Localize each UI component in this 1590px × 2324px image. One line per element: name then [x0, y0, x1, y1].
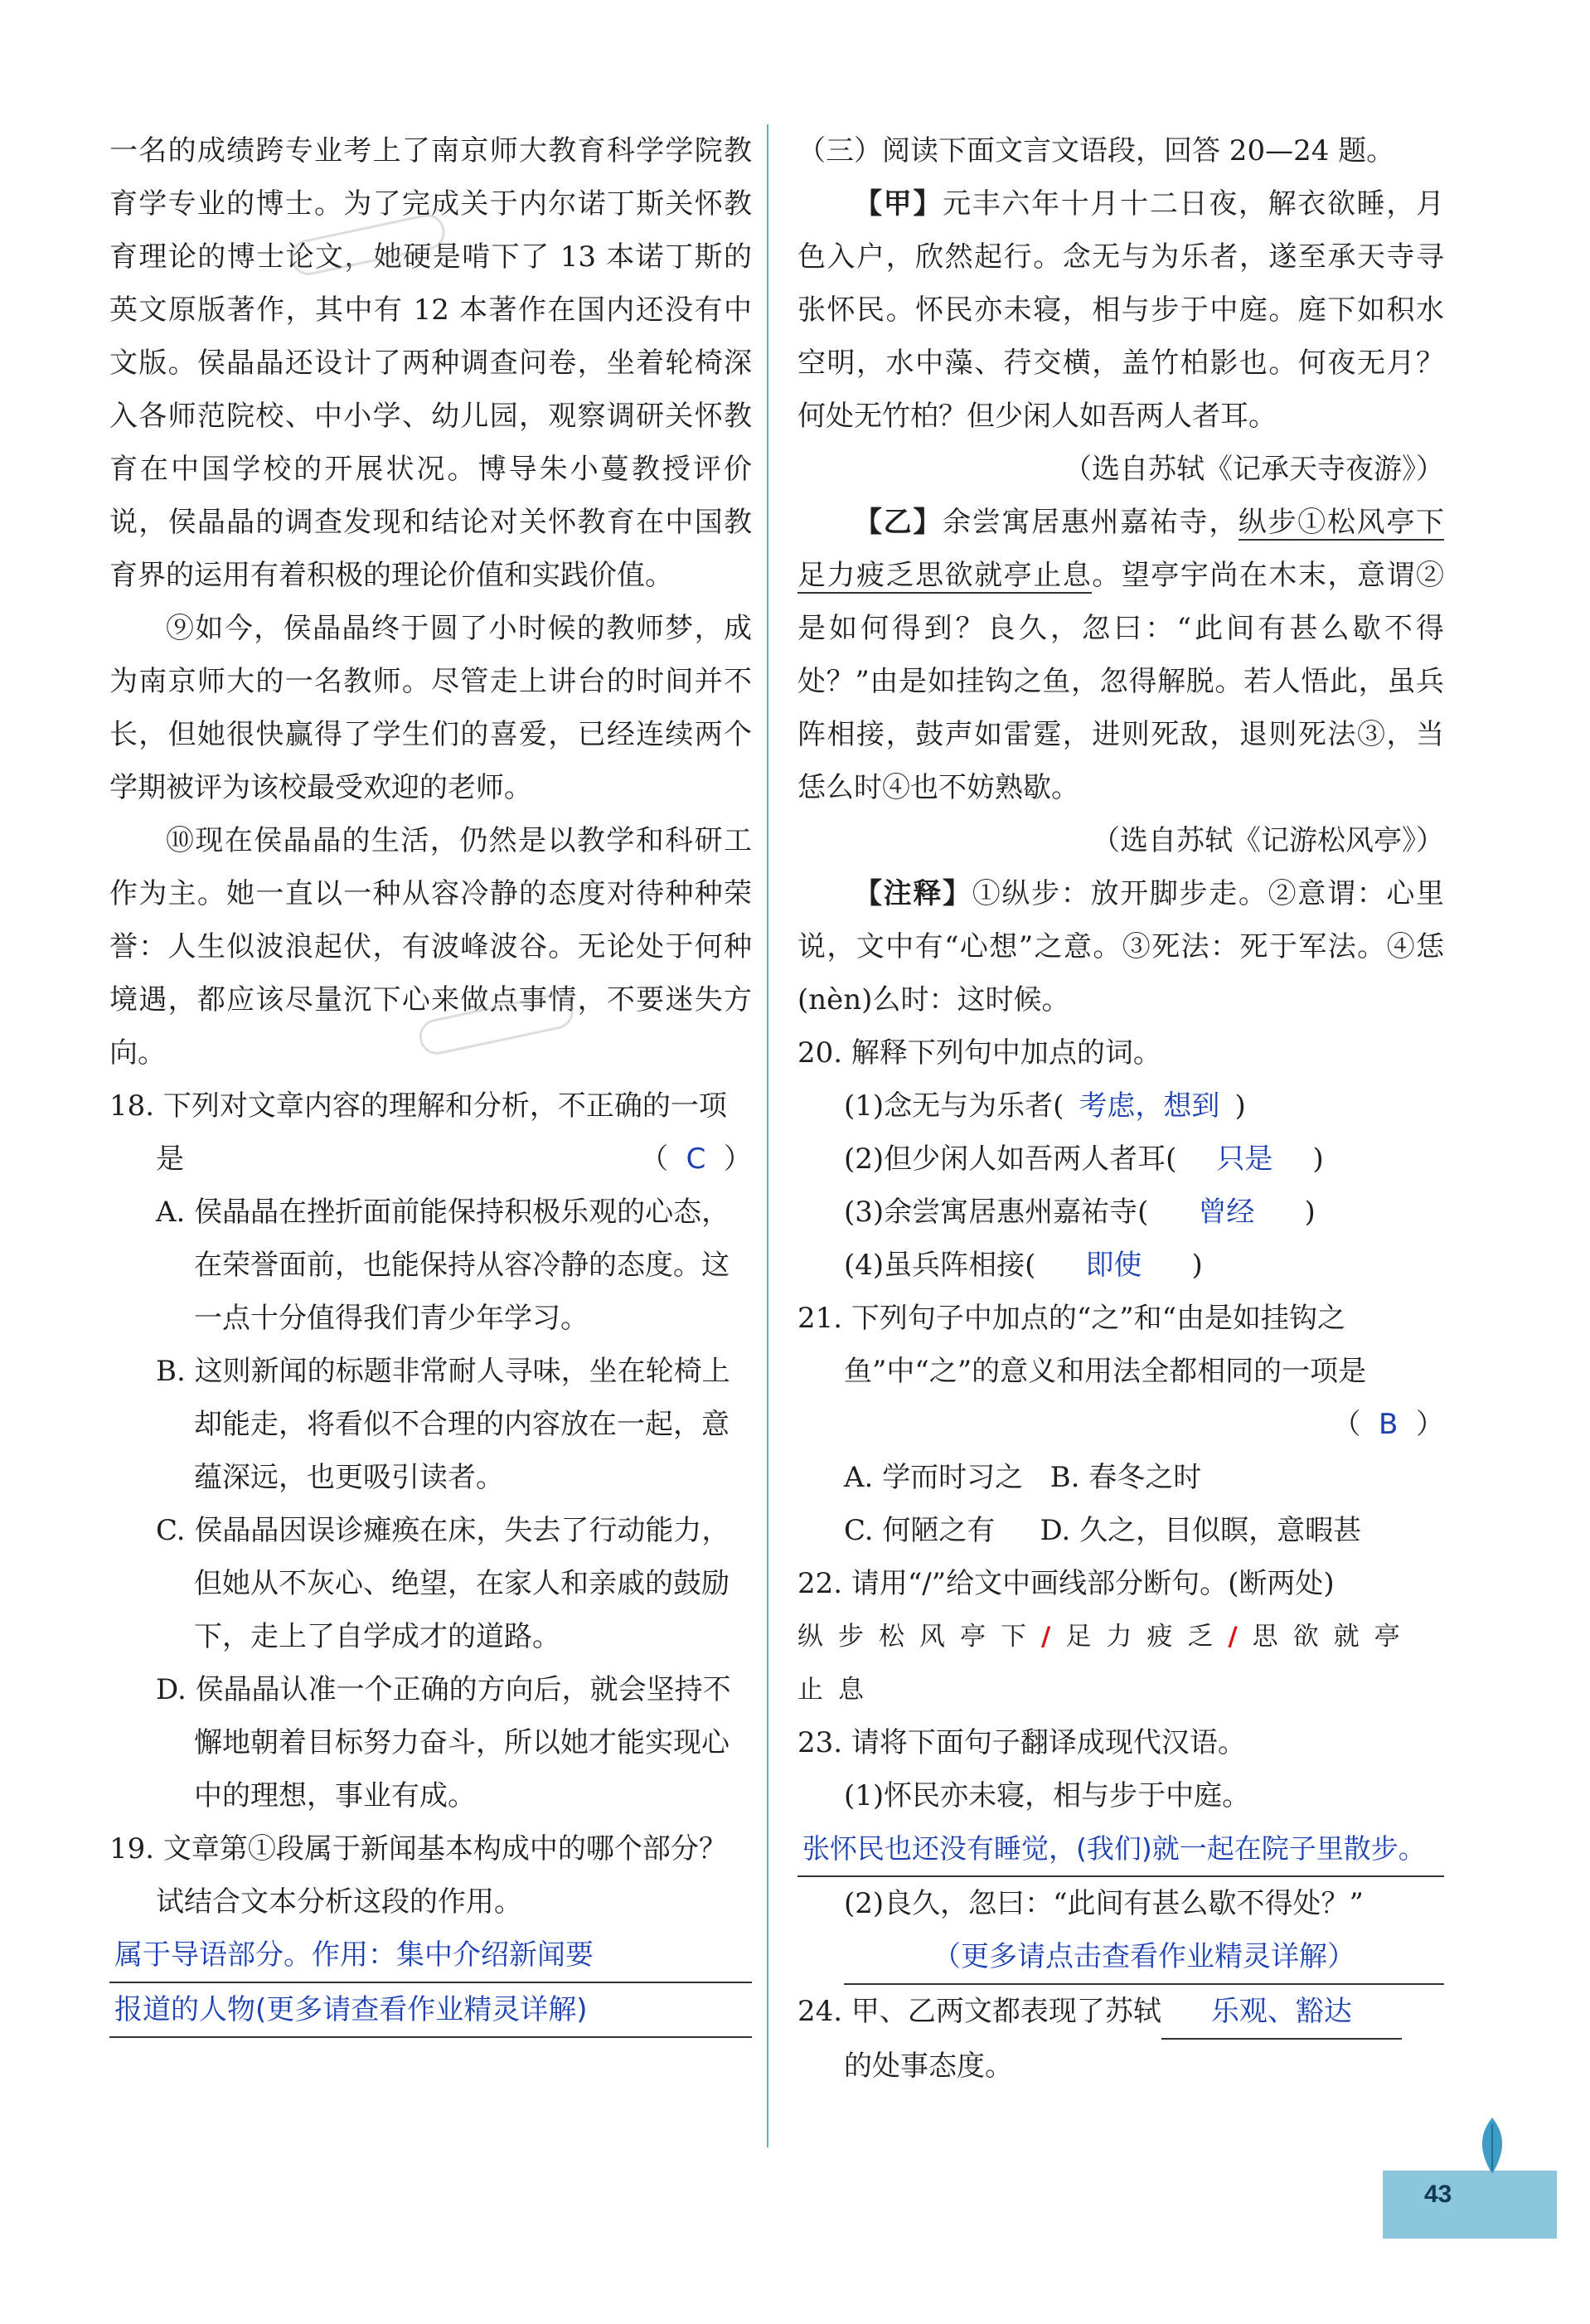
question-21-answer: B [1379, 1408, 1399, 1441]
item-answer: 曾经 [1198, 1196, 1255, 1229]
notes-text: ①纵步：放开脚步走。②意谓：心里说，文中有“心想”之意。③死法：死于军法。④恁(nèn)么时：这时候。 [797, 877, 1445, 1016]
segment-1: 纵步松风亭下 [797, 1622, 1041, 1652]
section-title: （三）阅读下面文言文语段，回答 20—24 题。 [797, 134, 1395, 167]
question-18-option-c: C. 侯晶晶因误诊瘫痪在床，失去了行动能力，但她从不灰心、绝望，在家人和亲戚的鼓励下，走上了自学成才的道路。 [156, 1514, 730, 1653]
right-column [797, 124, 1444, 2093]
question-21-option-c: C. 何陋之有 [844, 1514, 996, 1547]
question-24-text: 24. 甲、乙两文都表现了苏轼 [797, 1995, 1161, 2028]
left-column [109, 124, 752, 2038]
item-text: (3)余尝寓居惠州嘉祐寺( [844, 1196, 1149, 1229]
question-18-answer: C [686, 1143, 706, 1176]
passage-yi [797, 496, 1444, 814]
question-23: 23. 请将下面句子翻译成现代汉语。 [797, 1726, 1246, 1759]
passage-jia-label: 【甲】 [854, 187, 943, 221]
passage-jia [797, 177, 1444, 443]
question-23-item-2: (2)良久，忽曰：“此间有甚么歇不得处？” [844, 1887, 1364, 1920]
passage-yi-source: （选自苏轼《记游松风亭》） [1092, 824, 1444, 857]
paragraph-8: 一名的成绩跨专业考上了南京师大教育科学学院教育学专业的博士。为了完成关于内尔诺丁斯关怀教育理论的博士论文，她硬是啃下了 13 本诺丁斯的英文原版著作，其中有 12 本著作在国内还没有中文版。侯晶晶还设计了两种调查问卷，坐着轮椅深入各师范院校、中小学、幼儿园，观察调研关怀教育在中国学校的开展状况。博导朱小蔓教授评价说，侯晶晶的调查发现和结论对关怀教育在中国教育界的运用有着积极的理论价值和实践价值。 [109, 134, 752, 592]
question-20-item-2 [797, 1133, 1444, 1186]
question-24-text-end: 的处事态度。 [844, 2050, 1013, 2083]
paren-open: （ [640, 1143, 668, 1176]
question-18-option-b: B. 这则新闻的标题非常耐人寻味，坐在轮椅上却能走，将看似不合理的内容放在一起，意蕴深远，也更吸引读者。 [156, 1355, 730, 1494]
segment-3: 思欲就亭 [1252, 1622, 1415, 1652]
notes [797, 867, 1444, 1026]
question-21-options-row-1 [797, 1451, 1444, 1504]
question-18-option-a: A. 侯晶晶在挫折面前能保持积极乐观的心态，在荣誉面前，也能保持从容冷静的态度。这一点十分值得我们青少年学习。 [156, 1196, 730, 1335]
paragraph-10: ⑩现在侯晶晶的生活，仍然是以教学和科研工作为主。她一直以一种从容冷静的态度对待种种荣誉：人生似波浪起伏，有波峰波谷。无论处于何种境遇，都应该尽量沉下心来做点事情，不要迷失方向。 [109, 824, 752, 1070]
item-text: (1)念无与为乐者( [844, 1089, 1064, 1123]
question-23-answer-1: 张怀民也还没有睡觉，(我们)就一起在院子里散步。 [797, 1822, 1444, 1877]
question-20: 20. 解释下列句中加点的词。 [797, 1036, 1161, 1070]
question-21: 21. 下列句子中加点的“之”和“由是如挂钩之鱼”中“之”的意义和用法全都相同的一项是 [797, 1302, 1367, 1388]
item-answer: 考虑，想到 [1079, 1089, 1220, 1123]
question-23-answer-2: （更多请点击查看作业精灵详解） [844, 1930, 1444, 1985]
question-21-options-row-2 [797, 1504, 1444, 1557]
notes-label: 【注释】 [854, 877, 972, 910]
segment-4: 止息 [797, 1675, 879, 1705]
question-18 [109, 1080, 752, 1186]
item-close: ) [1304, 1196, 1316, 1229]
page-number: 43 [1424, 2181, 1452, 2208]
paren-open: （ [1332, 1408, 1361, 1441]
paren-close: ） [1416, 1408, 1444, 1441]
passage-jia-text: 元丰六年十月十二日夜，解衣欲睡，月色入户，欣然起行。念无与为乐者，遂至承天寺寻张怀民。怀民亦未寝，相与步于中庭。庭下如积水空明，水中藻、荇交横，盖竹柏影也。何夜无月？何处无竹柏？但少闲人如吾两人者耳。 [797, 187, 1445, 433]
question-20-item-4 [797, 1239, 1444, 1292]
passage-yi-underlined: 纵步①松风亭下足力疲乏思欲就亭止息 [797, 506, 1445, 592]
item-answer: 只是 [1216, 1143, 1273, 1176]
question-18-choice [640, 1133, 752, 1186]
item-answer: 即使 [1085, 1249, 1142, 1282]
question-18-option-d: D. 侯晶晶认准一个正确的方向后，就会坚持不懈地朝着目标努力奋斗，所以她才能实现心中的理想，事业有成。 [156, 1673, 731, 1812]
passage-yi-text-rest: 。望亭宇尚在木末，意谓②是如何得到？良久，忽曰：“此间有甚么歇不得处？”由是如挂钩之鱼，忽得解脱。若人悟此，虽兵阵相接，鼓声如雷霆，进则死敌，退则死法③，当恁么时④也不妨熟歇。 [797, 559, 1445, 804]
passage-yi-text-start: 余尝寓居惠州嘉祐寺， [943, 506, 1239, 539]
slash-mark: / [1228, 1622, 1253, 1652]
question-22: 22. 请用“/”给文中画线部分断句。(断两处) [797, 1567, 1335, 1600]
paren-close: ） [724, 1143, 752, 1176]
question-20-item-1 [797, 1080, 1444, 1133]
item-text: (2)但少闲人如吾两人者耳( [844, 1143, 1177, 1176]
leaf-icon [1476, 2116, 1509, 2176]
question-19-answer-line-1: 属于导语部分。作用：集中介绍新闻要 [109, 1929, 752, 1983]
question-21-option-a: A. 学而时习之 [844, 1461, 1024, 1494]
passage-jia-source: （选自苏轼《记承天寺夜游》） [1064, 453, 1444, 486]
question-19: 19. 文章第①段属于新闻基本构成中的哪个部分？试结合文本分析这段的作用。 [109, 1832, 727, 1919]
question-22-answer [797, 1610, 1444, 1716]
question-24-answer: 乐观、豁达 [1161, 1985, 1402, 2040]
slash-mark: / [1041, 1622, 1066, 1652]
question-23-item-1: (1)怀民亦未寝，相与步于中庭。 [844, 1779, 1251, 1812]
item-close: ) [1191, 1249, 1203, 1282]
question-18-text: 18. 下列对文章内容的理解和分析，不正确的一项是 [109, 1089, 727, 1176]
item-text: (4)虽兵阵相接( [844, 1249, 1036, 1282]
paragraph-9: ⑨如今，侯晶晶终于圆了小时候的教师梦，成为南京师大的一名教师。尽管走上讲台的时间并不长，但她很快赢得了学生们的喜爱，已经连续两个学期被评为该校最受欢迎的老师。 [109, 612, 752, 804]
page-number-tab [1383, 2171, 1557, 2239]
question-24 [797, 1985, 1444, 2093]
passage-yi-label: 【乙】 [854, 506, 943, 539]
column-divider [767, 124, 768, 2147]
question-21-choice [797, 1398, 1444, 1451]
question-21-option-b: B. 春冬之时 [1049, 1461, 1202, 1494]
question-20-item-3 [797, 1186, 1444, 1239]
item-close: ) [1234, 1089, 1246, 1123]
question-21-option-d: D. 久之，目似瞑，意暇甚 [1040, 1514, 1362, 1547]
question-19-answer-line-2: 报道的人物(更多请查看作业精灵详解) [109, 1983, 752, 2038]
item-close: ) [1312, 1143, 1324, 1176]
segment-2: 足力疲乏 [1065, 1622, 1229, 1652]
